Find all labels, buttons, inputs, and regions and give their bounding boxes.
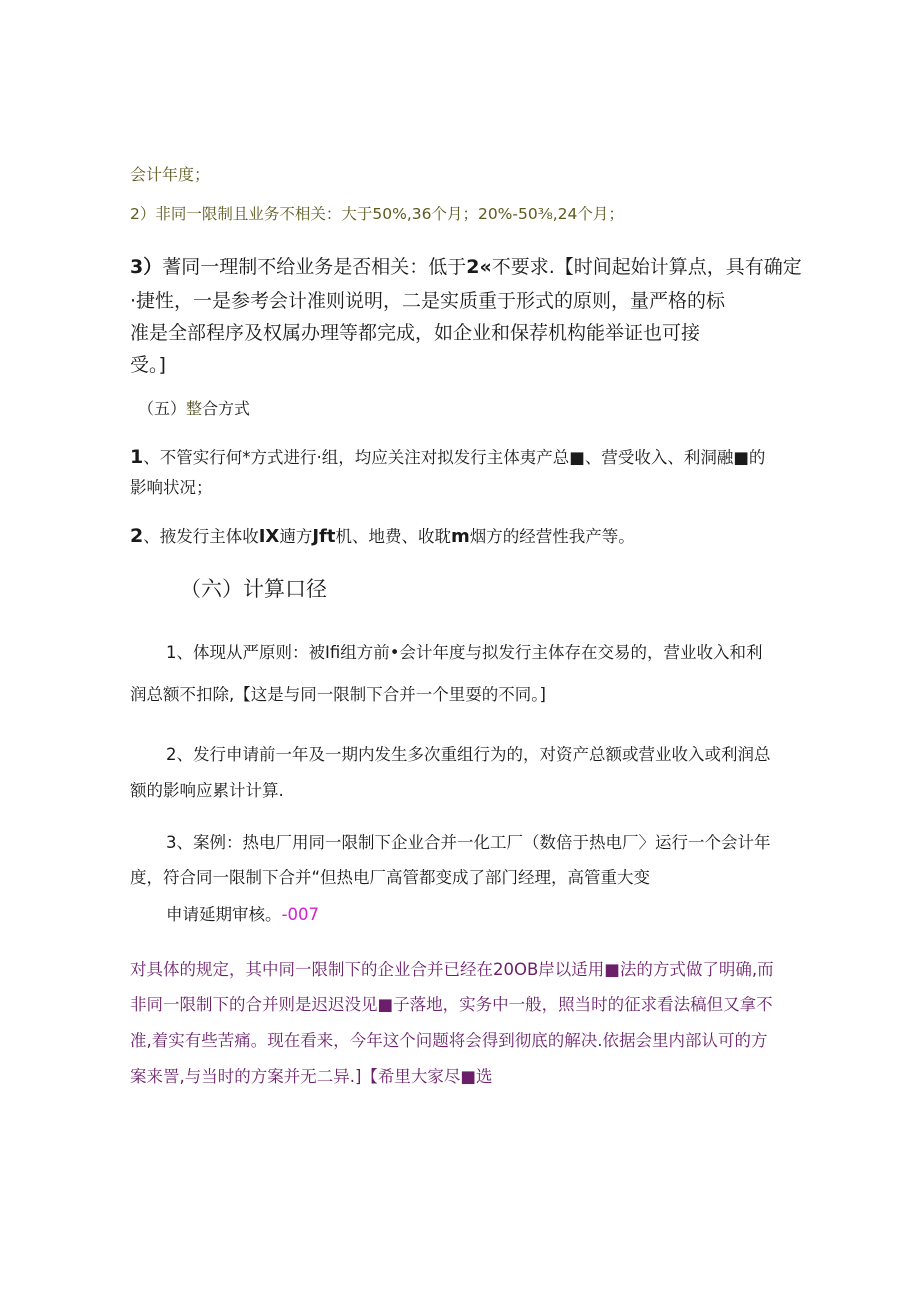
paragraph-3-line-4: 受。]: [130, 354, 166, 376]
text-span: 2«: [466, 256, 492, 278]
text-line: 2）非同一限制且业务不相关：大于50%,36个月；20%-50⅜,24个月；: [130, 205, 624, 223]
text-span: 机、地费、收耽: [335, 527, 451, 546]
section-6-paragraph-3-line-1: 3、案例：热电厂用同一限制下企业合并一化工厂（数倍于热电厂〉运行一个会计年: [166, 833, 771, 852]
section-6-paragraph-1-line-1: 1、体现从严原则：被Ifi组方前•会计年度与拟发行主体存在交易的，营业收入和利: [166, 643, 763, 662]
text-span: IX: [258, 526, 280, 547]
section-6-paragraph-3-line-2: 度，符合同一限制下合并“但热电厂高管都变成了部门经理，高管重大变: [130, 868, 651, 887]
section-5-heading: [138, 396, 250, 419]
closing-paragraph-line-2: 非同一限制下的合并则是迟迟没见■子落地，实务中一般，照当时的征求看法稿但又拿不: [130, 995, 773, 1014]
text-span: 烟方的经营性我产等。: [469, 527, 635, 546]
text-span: 不要求.【时间起始计算点，具有确定: [491, 256, 802, 278]
text-span: Jft: [312, 526, 336, 547]
section-6-paragraph-1-line-2: 润总额不扣除,【这是与同一限制下合并一个里耍的不同。]: [130, 685, 546, 704]
list-item-2: [130, 523, 635, 547]
text-line: 会计年度；: [130, 165, 211, 184]
paragraph-3-line-2: ·捷性，一是参考会计准则说明，二是实质重于形式的原则，量严格的标: [130, 290, 726, 312]
text-span: 、不管实行何*方式进行·组，均应关注对拟发行主体夷产总■、营受收入、利洞融■的: [143, 448, 766, 467]
item-number: 3）: [130, 256, 163, 278]
item-number: 1: [130, 446, 144, 468]
paragraph-3-line-1: [130, 252, 802, 279]
text-span: （五）: [138, 399, 187, 418]
closing-paragraph-line-1: 对具体的规定，其中同一限制下的企业合并已经在20OB岸以适用■法的方式做了明确,而: [130, 960, 774, 979]
reference-code: -007: [281, 905, 319, 924]
text-span: m: [450, 526, 470, 547]
section-6-paragraph-2-line-1: 2、发行申请前一年及一期内发生多次重组行为的，对资产总额或营业收入或利润总: [166, 745, 771, 764]
closing-paragraph-line-3: 准,着实有些苦痛。现在看来，今年这个问题将会得到彻底的解决.依据会里内部认可的方: [130, 1031, 768, 1050]
paragraph-3-line-3: 准是全部程序及权属办理等都完成，如企业和保荐机构能举证也可接: [130, 322, 701, 344]
item-number: 2: [130, 525, 144, 547]
closing-paragraph-line-4: 案来詈,与当时的方案并无二异.]【希里大家尽■选: [130, 1067, 493, 1086]
list-item-1-line-1: [130, 444, 765, 468]
text-span: 合方式: [202, 399, 251, 418]
section-6-paragraph-3-line-3: [166, 901, 319, 925]
text-span: 蓍同一理制不给业务是否相关：低于: [162, 256, 467, 278]
text-span: 申请延期审核。: [166, 905, 282, 924]
text-span: 、掖发行主体收: [143, 527, 259, 546]
text-span: 遖方: [279, 527, 313, 546]
list-item-1-line-2: 影响状况；: [130, 478, 213, 497]
section-6-paragraph-2-line-2: 额的影响应累计计算.: [130, 781, 284, 800]
text-span: 整: [186, 399, 203, 418]
section-6-heading: （六）计算口径: [180, 577, 327, 601]
